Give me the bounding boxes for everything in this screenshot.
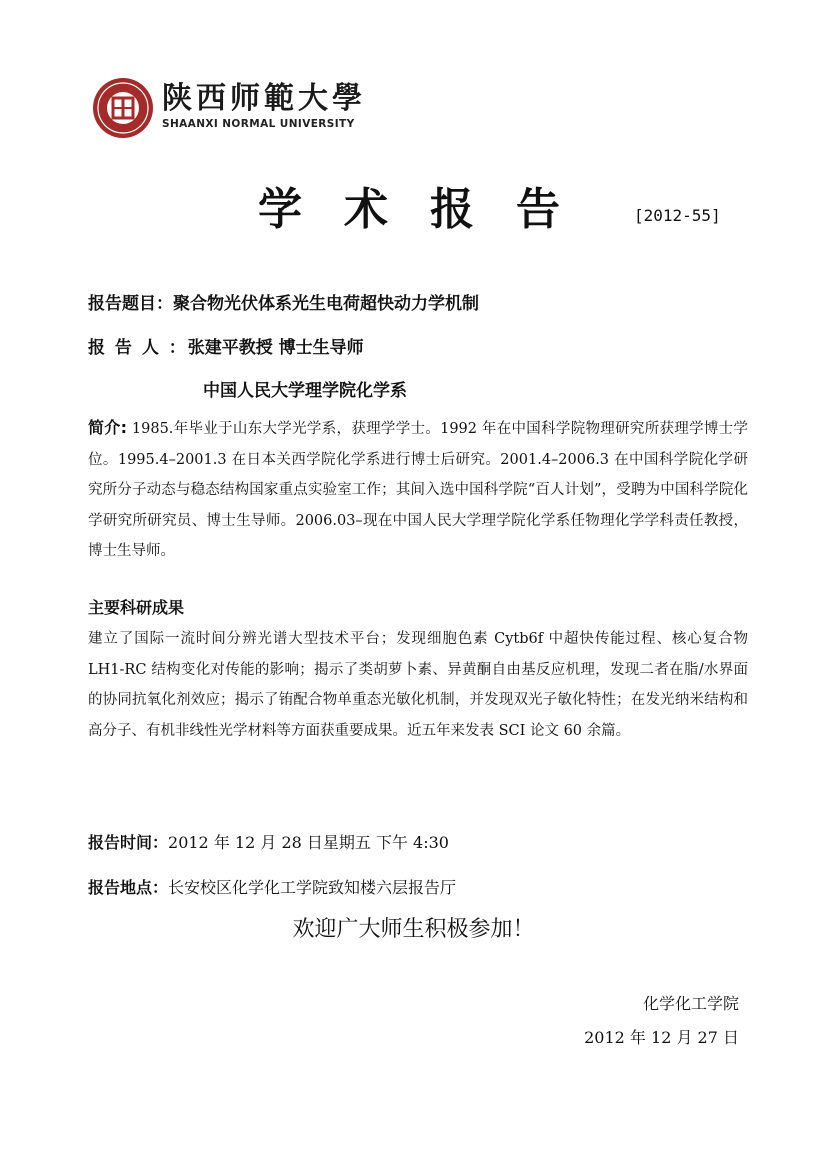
welcome-message: 欢迎广大师生积极参加！ [292, 917, 535, 942]
university-name-cn: 陕西师範大學 [162, 81, 366, 116]
bio-paragraph [88, 413, 748, 567]
signature-date: 2012 年 12 月 27 日 [584, 1028, 739, 1047]
place-label: 报告地点： [88, 878, 169, 897]
university-seal-icon [91, 76, 155, 140]
bio-label: 简介: [88, 418, 127, 437]
topic: 聚合物光伏体系光生电荷超快动力学机制 [173, 294, 479, 314]
university-name-en: SHAANXI NORMAL UNIVERSITY [162, 118, 355, 130]
achievements-heading: 主要科研成果 [88, 598, 185, 617]
speaker-line [88, 333, 364, 358]
time-label: 报告时间： [88, 833, 169, 852]
speaker: 张建平教授 博士生导师 [187, 338, 364, 358]
affiliation: 中国人民大学理学院化学系 [203, 381, 407, 401]
signature-org: 化学化工学院 [642, 994, 739, 1013]
speaker-label: 报 告 人 ： [88, 338, 188, 358]
place: 长安校区化学化工学院致知楼六层报告厅 [168, 878, 457, 897]
topic-label: 报告题目： [88, 294, 173, 314]
place-line [88, 875, 456, 898]
achievements-paragraph: 建立了国际一流时间分辨光谱大型技术平台；发现细胞色素 Cytb6f 中超快传能过程、核心复合物 LH1-RC 结构变化对传能的影响；揭示了类胡萝卜素、异黄酮自由基反应机理，发现二者在脂/水界面的协同抗氧化剂效应；揭示了铕配合物单重态光敏化机制，并发现双光子敏化特性；在发光纳米结构和高分子、有机非线性光学材料等方面获重要成果。近五年来发表 SCI 论文 60 余篇。 [88, 631, 748, 739]
topic-line [88, 289, 479, 314]
page-title: 学术报告 [258, 184, 602, 235]
bio-text: 1985.年毕业于山东大学光学系，获理学学士。1992 年在中国科学院物理研究所获理学博士学位。1995.4–2001.3 在日本关西学院化学系进行博士后研究。2001.4–2006.3 在中国科学院化学研究所分子动态与稳态结构国家重点实验室工作；其间入选中国科学院“百人计划”，受聘为中国科学院化学研究所研究员、博士生导师。2006.03–现在中国人民大学理学院化学系任物理化学学科责任教授，博士生导师。 [88, 421, 748, 559]
report-number: [2012-55] [634, 206, 721, 225]
time-line [88, 830, 449, 853]
time: 2012 年 12 月 28 日星期五 下午 4:30 [168, 833, 449, 852]
